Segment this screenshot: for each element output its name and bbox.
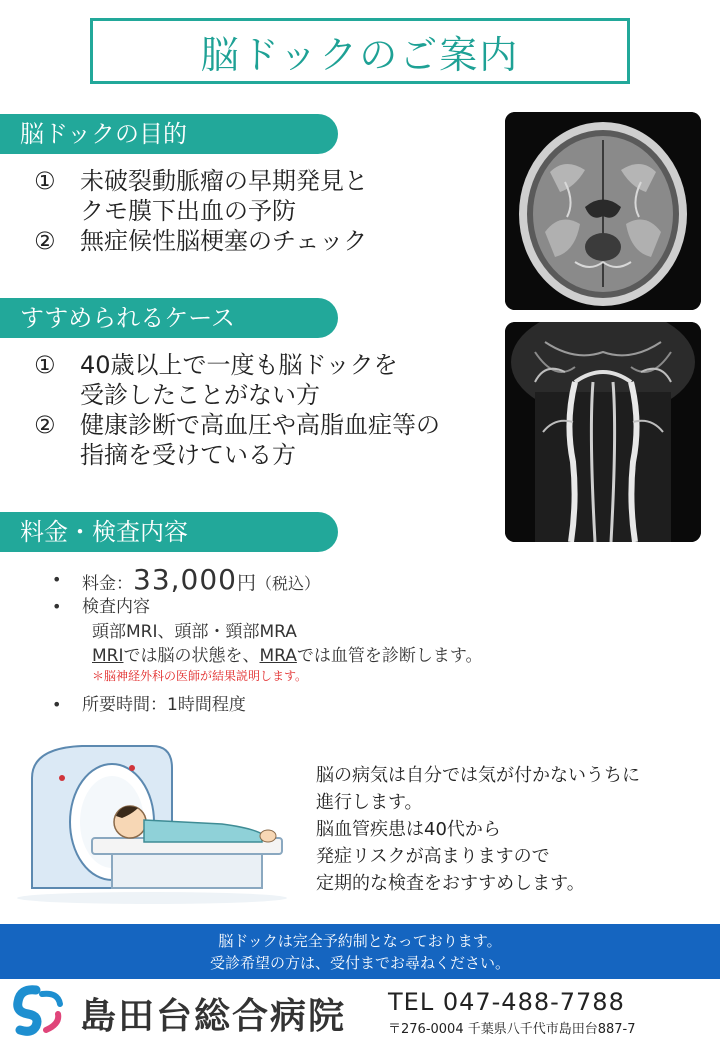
item-text: 無症候性脳梗塞のチェック (80, 227, 368, 255)
exam-mri-term: MRI (92, 646, 124, 666)
description-line: 脳血管疾患は40代から (316, 819, 501, 840)
bullet-dot: • (52, 570, 62, 589)
bullet-dot: • (52, 597, 62, 616)
item-number: ② (34, 227, 56, 255)
exam-label: 検査内容 (82, 597, 150, 617)
bullet-dot: • (52, 695, 62, 714)
section-header-fees: 料金・検査内容 (0, 512, 338, 552)
item-number: ① (34, 167, 56, 195)
item-number: ① (34, 351, 56, 379)
exam-mid-text: では脳の状態を、 (123, 646, 260, 666)
price-label: 料金： (82, 574, 133, 594)
hospital-logo-icon (6, 984, 68, 1036)
description-text (316, 762, 640, 897)
recommended-list (34, 350, 440, 470)
price-value: 33,000 (133, 563, 237, 596)
price-row (52, 563, 483, 596)
purpose-list (34, 166, 368, 256)
description-line: 進行します。 (316, 792, 423, 813)
item-text: 健康診断で高血圧や高脂血症等の 指摘を受けている方 (80, 411, 440, 469)
time-row (52, 692, 483, 718)
page-title-box (90, 18, 630, 84)
price-tax: （税込） (256, 574, 321, 593)
hospital-name: 島田台総合病院 (80, 996, 347, 1037)
description-line: 脳の病気は自分では気が付かないうちに (316, 765, 640, 786)
fees-list (52, 563, 483, 718)
exam-detail: 頭部MRI、頭部・頸部MRA (92, 622, 297, 642)
mri-scanner-illustration (12, 738, 292, 906)
list-item (34, 410, 440, 470)
banner-line-1: 脳ドックは完全予約制となっております。 (218, 932, 502, 950)
doctor-note: ＊脳神経外科の医師が結果説明します。 (92, 669, 308, 683)
telephone: TEL 047-488-7788 (388, 988, 625, 1016)
page-title: 脳ドックのご案内 (200, 32, 520, 77)
exam-row (52, 594, 483, 620)
list-item (34, 226, 368, 256)
item-text: 40歳以上で一度も脳ドックを 受診したことがない方 (80, 351, 398, 409)
list-item (34, 350, 440, 410)
item-text: 未破裂動脈瘤の早期発見と クモ膜下出血の予防 (80, 167, 368, 225)
section-header-purpose: 脳ドックの目的 (0, 114, 338, 154)
section-header-recommended: すすめられるケース (0, 298, 338, 338)
exam-end-text: では血管を診断します。 (296, 646, 483, 666)
exam-mra-term: MRA (259, 646, 297, 666)
price-unit: 円 (236, 572, 256, 594)
description-line: 発症リスクが高まりますので (316, 846, 550, 867)
banner-line-2: 受診希望の方は、受付までお尋ねください。 (209, 954, 510, 972)
list-item (34, 166, 368, 226)
exam-explanation (52, 644, 483, 668)
item-number: ② (34, 411, 56, 439)
address: 〒276-0004 千葉県八千代市島田台887-7 (388, 1022, 636, 1037)
brain-mri-image (505, 112, 701, 310)
footer (0, 982, 720, 1040)
reservation-banner (0, 924, 720, 979)
description-line: 定期的な検査をおすすめします。 (316, 873, 585, 894)
time-text: 所要時間：1時間程度 (82, 695, 246, 715)
neck-mra-image (505, 322, 701, 542)
